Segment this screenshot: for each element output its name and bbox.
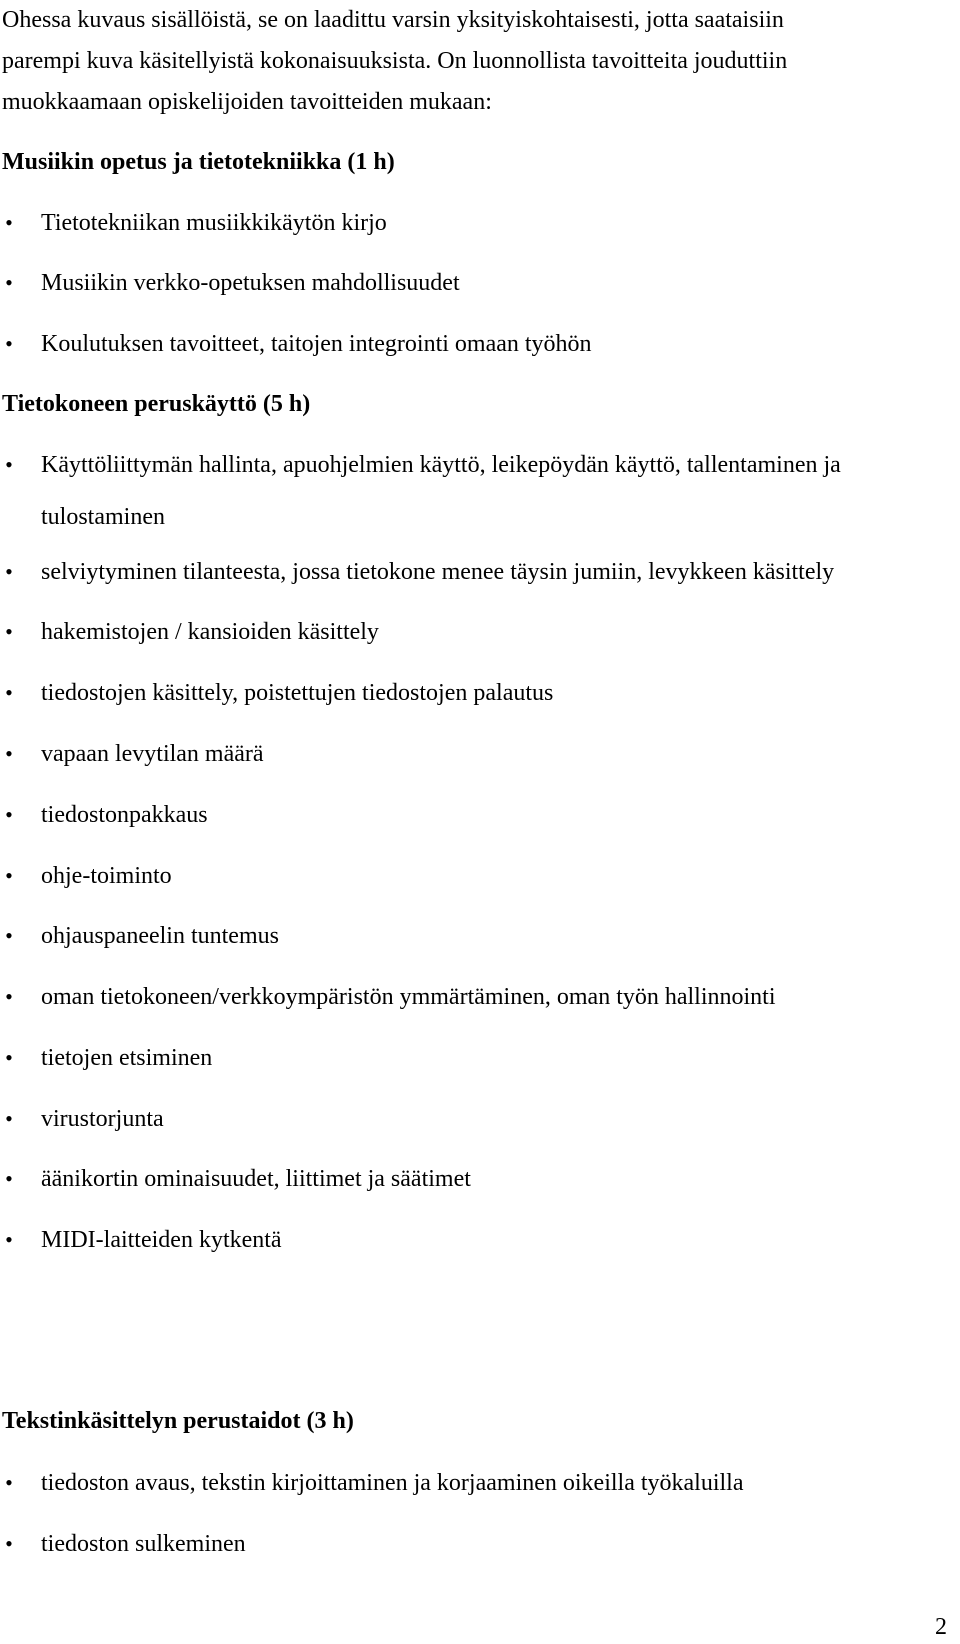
section-heading: Tietokoneen peruskäyttö (5 h) xyxy=(2,391,311,417)
bullet-icon: • xyxy=(5,1227,13,1252)
list-item-text: tiedostonpakkaus xyxy=(41,802,208,828)
intro-line: parempi kuva käsitellyistä kokonaisuuksista. On luonnollista tavoitteita jouduttiin xyxy=(2,48,788,74)
bullet-icon: • xyxy=(5,863,13,888)
list-item-text: Tietotekniikan musiikkikäytön kirjo xyxy=(41,210,387,236)
bullet-icon: • xyxy=(5,1531,13,1556)
list-item-text: vapaan levytilan määrä xyxy=(41,741,264,767)
bullet-icon: • xyxy=(5,741,13,766)
list-item-text: Käyttöliittymän hallinta, apuohjelmien käyttö, leikepöydän käyttö, tallentaminen ja tulostaminen xyxy=(41,452,841,530)
page-number: 2 xyxy=(935,1614,947,1640)
list-item-text: tiedoston sulkeminen xyxy=(41,1531,246,1557)
section-heading: Musiikin opetus ja tietotekniikka (1 h) xyxy=(2,149,395,175)
bullet-icon: • xyxy=(5,984,13,1009)
bullet-icon: • xyxy=(5,1045,13,1070)
list-item xyxy=(0,450,958,530)
list-item-text: tietojen etsiminen xyxy=(41,1045,213,1071)
list-item-text: äänikortin ominaisuudet, liittimet ja säätimet xyxy=(41,1166,471,1192)
bullet-icon: • xyxy=(5,331,13,356)
bullet-icon: • xyxy=(5,1166,13,1191)
bullet-icon: • xyxy=(5,270,13,295)
intro-paragraph xyxy=(2,0,952,123)
bullet-icon: • xyxy=(5,680,13,705)
bullet-icon: • xyxy=(5,559,13,584)
bullet-icon: • xyxy=(5,1106,13,1131)
list-item-text: tiedoston avaus, tekstin kirjoittaminen ja korjaaminen oikeilla työkaluilla xyxy=(41,1470,744,1496)
list-item-text: tiedostojen käsittely, poistettujen tiedostojen palautus xyxy=(41,680,554,706)
bullet-icon: • xyxy=(5,452,13,477)
bullet-icon: • xyxy=(5,619,13,644)
bullet-icon: • xyxy=(5,923,13,948)
section-heading: Tekstinkäsittelyn perustaidot (3 h) xyxy=(2,1408,354,1434)
list-item-text: selviytyminen tilanteesta, jossa tietokone menee täysin jumiin, levykkeen käsittely xyxy=(41,559,835,585)
list-item-text: Koulutuksen tavoitteet, taitojen integrointi omaan työhön xyxy=(41,331,592,357)
list-item-text: virustorjunta xyxy=(41,1106,164,1132)
bullet-icon: • xyxy=(5,1470,13,1495)
bullet-icon: • xyxy=(5,210,13,235)
intro-line: muokkaamaan opiskelijoiden tavoitteiden mukaan: xyxy=(2,89,492,115)
intro-line: Ohessa kuvaus sisällöistä, se on laadittu varsin yksityiskohtaisesti, jotta saataisiin xyxy=(2,7,784,33)
list-item-text: MIDI-laitteiden kytkentä xyxy=(41,1227,282,1253)
list-item-text: ohjauspaneelin tuntemus xyxy=(41,923,279,949)
list-item-text: hakemistojen / kansioiden käsittely xyxy=(41,619,379,645)
list-item-text: Musiikin verkko-opetuksen mahdollisuudet xyxy=(41,270,460,296)
list-item-text: ohje-toiminto xyxy=(41,863,172,889)
list-item-text: oman tietokoneen/verkkoympäristön ymmärtäminen, oman työn hallinnointi xyxy=(41,984,776,1010)
bullet-icon: • xyxy=(5,802,13,827)
